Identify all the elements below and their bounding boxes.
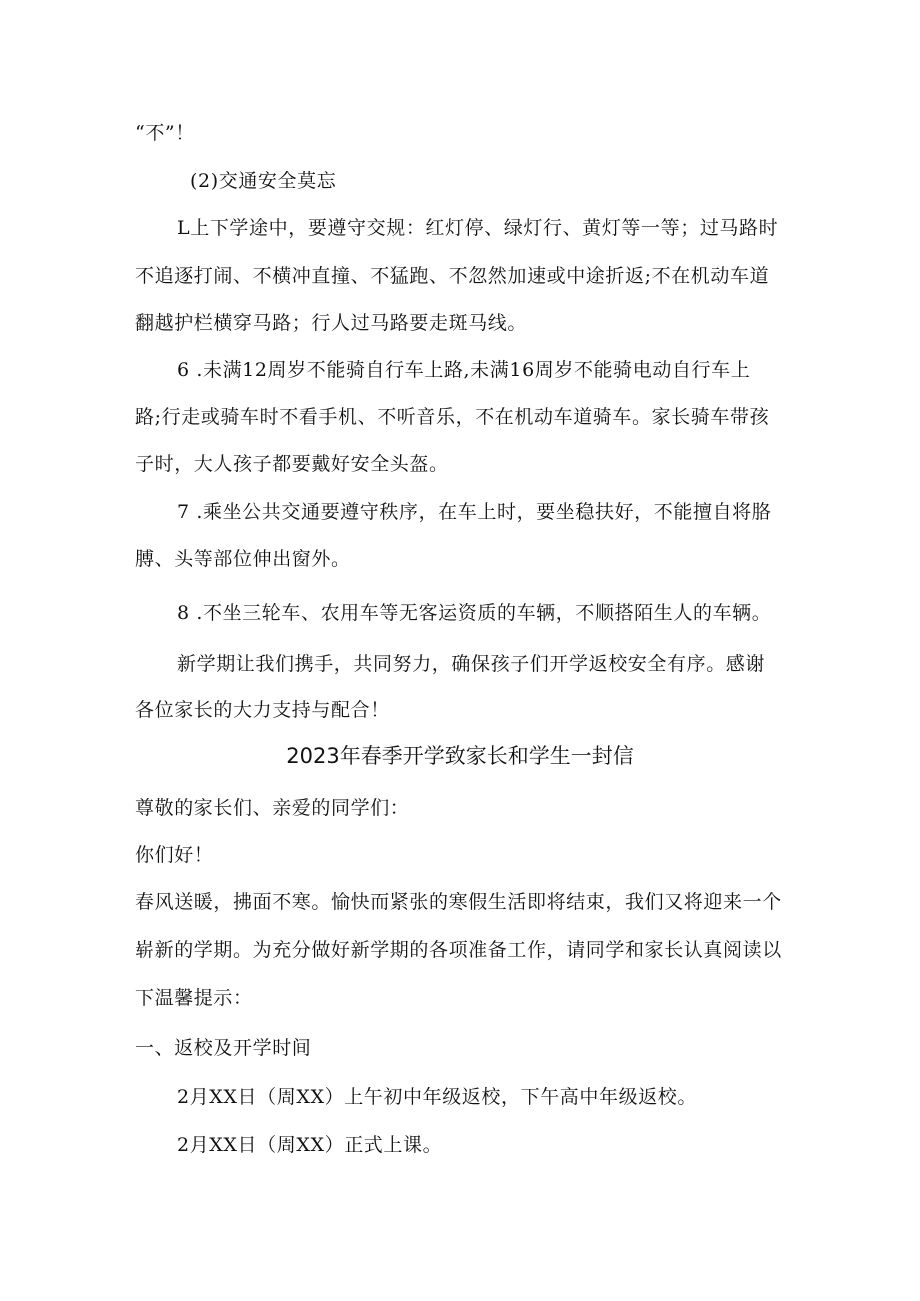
- section-heading: 一、返校及开学时间: [135, 1037, 312, 1059]
- paragraph-line: 不追逐打闹、不横冲直撞、不猛跑、不忽然加速或中途折返;不在机动车道: [135, 265, 770, 287]
- paragraph-line: 春风送暖，拂面不寒。愉快而紧张的寒假生活即将结束，我们又将迎来一个: [135, 891, 782, 913]
- paragraph-line: 崭新的学期。为充分做好新学期的各项准备工作，请同学和家长认真阅读以: [135, 939, 782, 961]
- paragraph-line: 8 .不坐三轮车、农用车等无客运资质的车辆，不顺搭陌生人的车辆。: [177, 602, 772, 624]
- letter-title: 2023年春季开学致家长和学生一封信: [286, 744, 634, 768]
- paragraph-line: 路;行走或骑车时不看手机、不听音乐，不在机动车道骑车。家长骑车带孩: [135, 406, 770, 428]
- paragraph-line: 翻越护栏横穿马路；行人过马路要走斑马线。: [135, 312, 528, 334]
- salutation: 尊敬的家长们、亲爱的同学们：: [135, 797, 410, 819]
- paragraph-line: 下温馨提示：: [135, 987, 253, 1009]
- paragraph-line: 7 .乘坐公共交通要遵守秩序，在车上时，要坐稳扶好，不能擅自将胳: [177, 501, 772, 523]
- paragraph-line: 膊、头等部位伸出窗外。: [135, 548, 351, 570]
- greeting: 你们好！: [135, 844, 214, 866]
- paragraph-line: 各位家长的大力支持与配合！: [135, 699, 390, 721]
- paragraph-line: 2月XX日（周XX）正式上课。: [177, 1134, 443, 1156]
- paragraph-line: L上下学途中，要遵守交规：红灯停、绿灯行、黄灯等一等；过马路时: [177, 217, 779, 239]
- paragraph-line: 新学期让我们携手，共同努力，确保孩子们开学返校安全有序。感谢: [177, 653, 766, 675]
- paragraph-line: 子时，大人孩子都要戴好安全头盔。: [135, 453, 449, 475]
- paragraph-line: 6 .未满12周岁不能骑自行车上路,未满16周岁不能骑电动自行车上: [177, 359, 751, 381]
- section-heading: (2)交通安全莫忘: [190, 170, 337, 192]
- paragraph-line: 2月XX日（周XX）上午初中年级返校，下午高中年级返校。: [177, 1086, 697, 1108]
- paragraph-line: “不”！: [135, 122, 195, 144]
